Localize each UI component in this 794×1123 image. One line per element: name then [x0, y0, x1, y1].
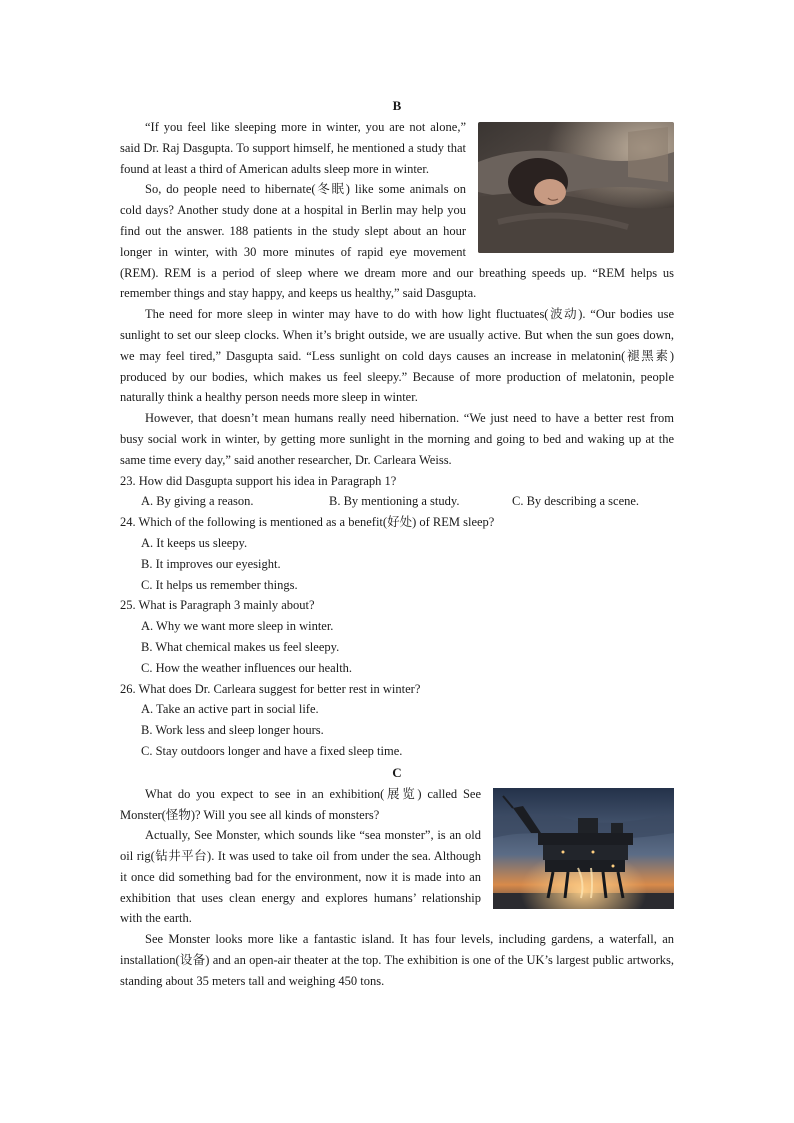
option-b: B. By mentioning a study. — [329, 494, 460, 509]
section-b-paragraph-3: The need for more sleep in winter may have to do with how light fluctuates(波动). “Our bodies use sunlight to set our sleep clocks. When it’s bright outside, we are usually active. But when the sun goes down, we may feel tired,” Dasgupta said. “Less sunlight on cold days causes an increase in melatonin(褪黑素) produced by our bodies, which makes us feel sleepy.” Because of more production of melatonin, people naturally think a healthy person needs more sleep in winter. — [120, 307, 674, 405]
option-b: B. It improves our eyesight. — [141, 556, 281, 571]
option-b: B. Work less and sleep longer hours. — [141, 723, 324, 738]
section-c-paragraph-1: What do you expect to see in an exhibition(展览) called See Monster(怪物)? Will you see all kinds of monsters? — [120, 786, 481, 822]
question-24-stem: 24. Which of the following is mentioned as a benefit(好处) of REM sleep? — [120, 515, 495, 530]
option-a: A. Why we want more sleep in winter. — [141, 619, 334, 634]
option-c: C. Stay outdoors longer and have a fixed sleep time. — [141, 743, 403, 758]
option-b: B. What chemical makes us feel sleepy. — [141, 639, 340, 654]
section-b-paragraph-2: So, do people need to hibernate(冬眠) like some animals on cold days? Another study done at a hospital in Berlin may help you find out the answer. 188 patients in the study slept about an hour longer in winter, with 30 more minutes of rapid eye movement (REM). REM is a period of sleep where we dream more and our breathing speeds up. “REM helps us remember things and stay happy, and keeps us healthy,” said Dasgupta. — [120, 182, 674, 301]
question-26 — [120, 679, 674, 762]
option-c: C. It helps us remember things. — [141, 577, 298, 592]
section-b-heading: B — [392, 98, 402, 113]
section-c-heading: C — [392, 764, 402, 780]
question-23-options — [141, 491, 674, 512]
question-23-stem: 23. How did Dasgupta support his idea in Paragraph 1? — [120, 473, 397, 488]
question-26-stem: 26. What does Dr. Carleara suggest for better rest in winter? — [120, 681, 421, 696]
document-page — [120, 95, 674, 992]
option-a: A. Take an active part in social life. — [141, 702, 319, 717]
option-c: C. How the weather influences our health. — [141, 660, 353, 675]
question-23 — [120, 471, 674, 513]
option-a: A. It keeps us sleepy. — [141, 535, 248, 550]
section-c-paragraph-2: Actually, See Monster, which sounds like “sea monster”, is an old oil rig(钻井平台). It was used to take oil from under the sea. Although it once did something bad for the environment, now it is made into an exhibition that uses clean energy and explores humans’ relationship with the earth. — [120, 828, 481, 926]
question-25-stem: 25. What is Paragraph 3 mainly about? — [120, 598, 315, 613]
section-b-paragraph-4: However, that doesn’t mean humans really need hibernation. “We just need to have a better rest from busy social work in winter, by getting more sunlight in the morning and going to bed and waking up at the same time every day,” said another researcher, Dr. Carleara Weiss. — [120, 411, 674, 467]
option-c: C. By describing a scene. — [512, 494, 640, 509]
question-24 — [120, 512, 674, 595]
section-b-paragraph-1: “If you feel like sleeping more in winter, you are not alone,” said Dr. Raj Dasgupta. To support himself, he mentioned a study that found at least a third of American adults sleep more in winter. — [120, 120, 466, 176]
section-c-paragraph-3: See Monster looks more like a fantastic island. It has four levels, including gardens, a waterfall, an installation(设备) and an open-air theater at the top. The exhibition is one of the UK’s largest public artworks, standing about 35 meters tall and weighing 450 tons. — [120, 932, 674, 988]
sleeping-woman-photo — [478, 122, 674, 253]
option-a: A. By giving a reason. — [141, 494, 254, 509]
oil-rig-photo — [493, 788, 674, 909]
question-25 — [120, 595, 674, 678]
